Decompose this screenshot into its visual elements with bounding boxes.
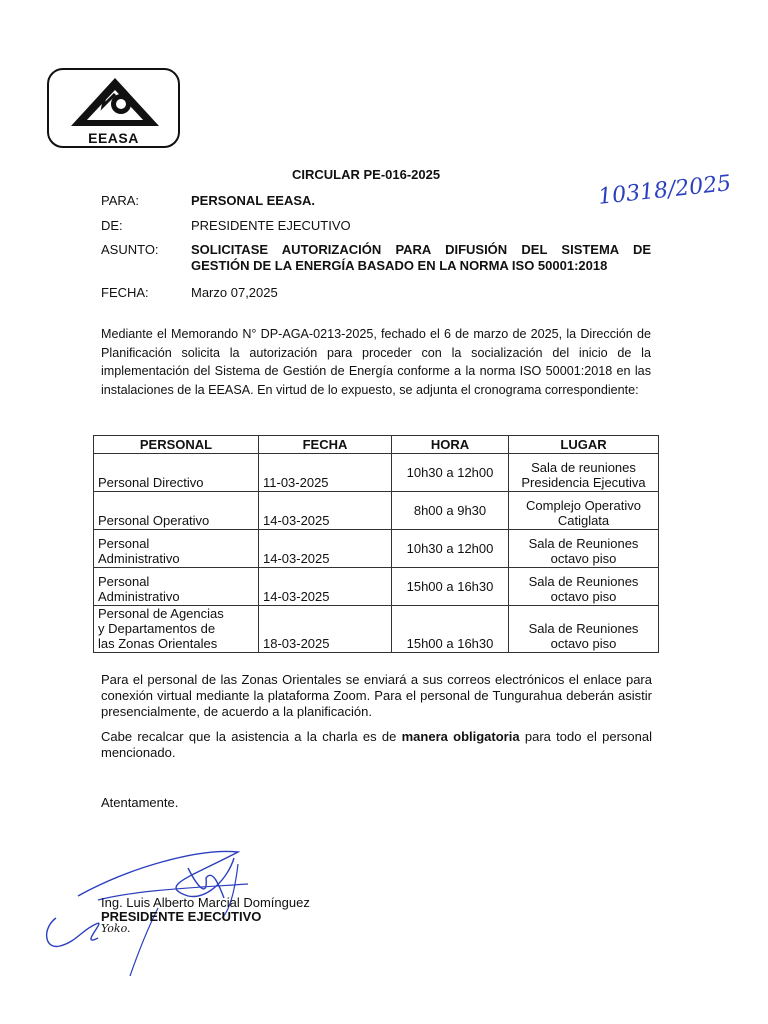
circular-title: CIRCULAR PE-016-2025: [292, 167, 441, 182]
header-personal: PERSONAL: [94, 436, 259, 454]
cell-hora: 15h00 a 16h30: [392, 568, 509, 606]
table-row: [94, 454, 659, 492]
cell-personal-line: las Zonas Orientales: [98, 636, 218, 651]
logo-emblem-icon: [69, 76, 161, 132]
cell-fecha: 14-03-2025: [259, 568, 392, 606]
table-row: [94, 606, 659, 653]
cell-hora: 10h30 a 12h00: [392, 530, 509, 568]
company-logo: [47, 68, 180, 148]
cell-fecha: 14-03-2025: [259, 530, 392, 568]
asunto-value: [191, 242, 651, 274]
zoom-paragraph: Para el personal de las Zonas Orientales se enviará a sus correos electrónicos el enlace para conexión virtual mediante la plataforma Zoom. Para el personal de Tungurahua deberán asistir presencialmente, de acuerdo a la planificación.: [101, 672, 652, 719]
cell-personal: [94, 530, 259, 568]
signer-title: PRESIDENTE EJECUTIVO: [101, 909, 262, 924]
cell-personal-line: Personal de Agencias: [98, 606, 224, 621]
cell-lugar-line: Presidencia Ejecutiva: [521, 475, 646, 490]
closing-salutation: Atentamente.: [101, 795, 179, 810]
cell-lugar: [509, 606, 659, 653]
mandatory-paragraph: [101, 729, 652, 761]
cell-personal-line: Personal: [98, 574, 150, 589]
schedule-table: [93, 435, 659, 653]
asunto-line-1: SOLICITASE AUTORIZACIÓN PARA DIFUSIÓN DEL SISTEMA DE: [191, 242, 651, 257]
cell-lugar-line: octavo piso: [550, 636, 617, 651]
de-label: DE:: [101, 218, 123, 233]
logo-text: EEASA: [88, 130, 139, 146]
cell-lugar: [509, 492, 659, 530]
table-header-row: [94, 436, 659, 454]
cell-lugar-line: Catiglata: [557, 513, 610, 528]
cell-personal: [94, 606, 259, 653]
cell-personal-line: Personal Operativo: [98, 513, 210, 528]
para-label: PARA:: [101, 193, 140, 208]
cell-lugar: [509, 530, 659, 568]
asunto-line-2: GESTIÓN DE LA ENERGÍA BASADO EN LA NORMA ISO 50001:2018: [191, 258, 608, 273]
cell-personal: [94, 454, 259, 492]
cell-personal-line: Administrativo: [98, 589, 180, 604]
cell-lugar: [509, 568, 659, 606]
signer-name: Ing. Luis Alberto Marcial Domínguez: [101, 895, 310, 910]
cell-personal-line: Administrativo: [98, 551, 180, 566]
asunto-label: ASUNTO:: [101, 242, 159, 257]
cell-lugar-line: Sala de reuniones: [531, 460, 636, 475]
cell-lugar-line: Sala de Reuniones: [528, 621, 639, 636]
cell-fecha: 11-03-2025: [259, 454, 392, 492]
cell-hora: 15h00 a 16h30: [392, 606, 509, 653]
fecha-label: FECHA:: [101, 285, 149, 300]
cell-lugar: [509, 454, 659, 492]
table-row: [94, 530, 659, 568]
cell-hora: 10h30 a 12h00: [392, 454, 509, 492]
table-row: [94, 492, 659, 530]
cell-lugar-line: octavo piso: [550, 551, 617, 566]
de-value: PRESIDENTE EJECUTIVO: [191, 218, 351, 233]
mandatory-text-end: para todo el personal mencionado.: [101, 729, 652, 760]
typist-initials: Yoko.: [101, 922, 131, 935]
cell-lugar-line: Sala de Reuniones: [528, 536, 639, 551]
mandatory-text-start: Cabe recalcar que la asistencia a la charla es de: [101, 729, 402, 744]
cell-hora: 8h00 a 9h30: [392, 492, 509, 530]
cell-fecha: 18-03-2025: [259, 606, 392, 653]
cell-personal-line: Personal: [98, 536, 150, 551]
table-row: [94, 568, 659, 606]
header-hora: HORA: [392, 436, 509, 454]
intro-paragraph: Mediante el Memorando N° DP-AGA-0213-2025, fechado el 6 de marzo de 2025, la Dirección de Planificación solicita la autorización para proceder con la socialización del inicio de la implementación del Sistema de Gestión de Energía conforme a la norma ISO 50001:2018 en las instalaciones de la EEASA. En virtud de lo expuesto, se adjunta el cronograma correspondiente:: [101, 327, 651, 397]
para-value: PERSONAL EEASA.: [191, 193, 316, 208]
cell-lugar-line: Sala de Reuniones: [528, 574, 639, 589]
cell-fecha: 14-03-2025: [259, 492, 392, 530]
cell-personal-line: Personal Directivo: [98, 475, 204, 490]
header-fecha: FECHA: [259, 436, 392, 454]
cell-lugar-line: Complejo Operativo: [526, 498, 641, 513]
cell-personal: [94, 568, 259, 606]
header-lugar: LUGAR: [509, 436, 659, 454]
cell-lugar-line: octavo piso: [550, 589, 617, 604]
cell-personal: [94, 492, 259, 530]
mandatory-emphasis: manera obligatoria: [401, 729, 520, 744]
cell-personal-line: y Departamentos de: [98, 621, 216, 636]
handwritten-number: 10318/2025: [597, 171, 733, 210]
fecha-value: Marzo 07,2025: [191, 285, 278, 300]
